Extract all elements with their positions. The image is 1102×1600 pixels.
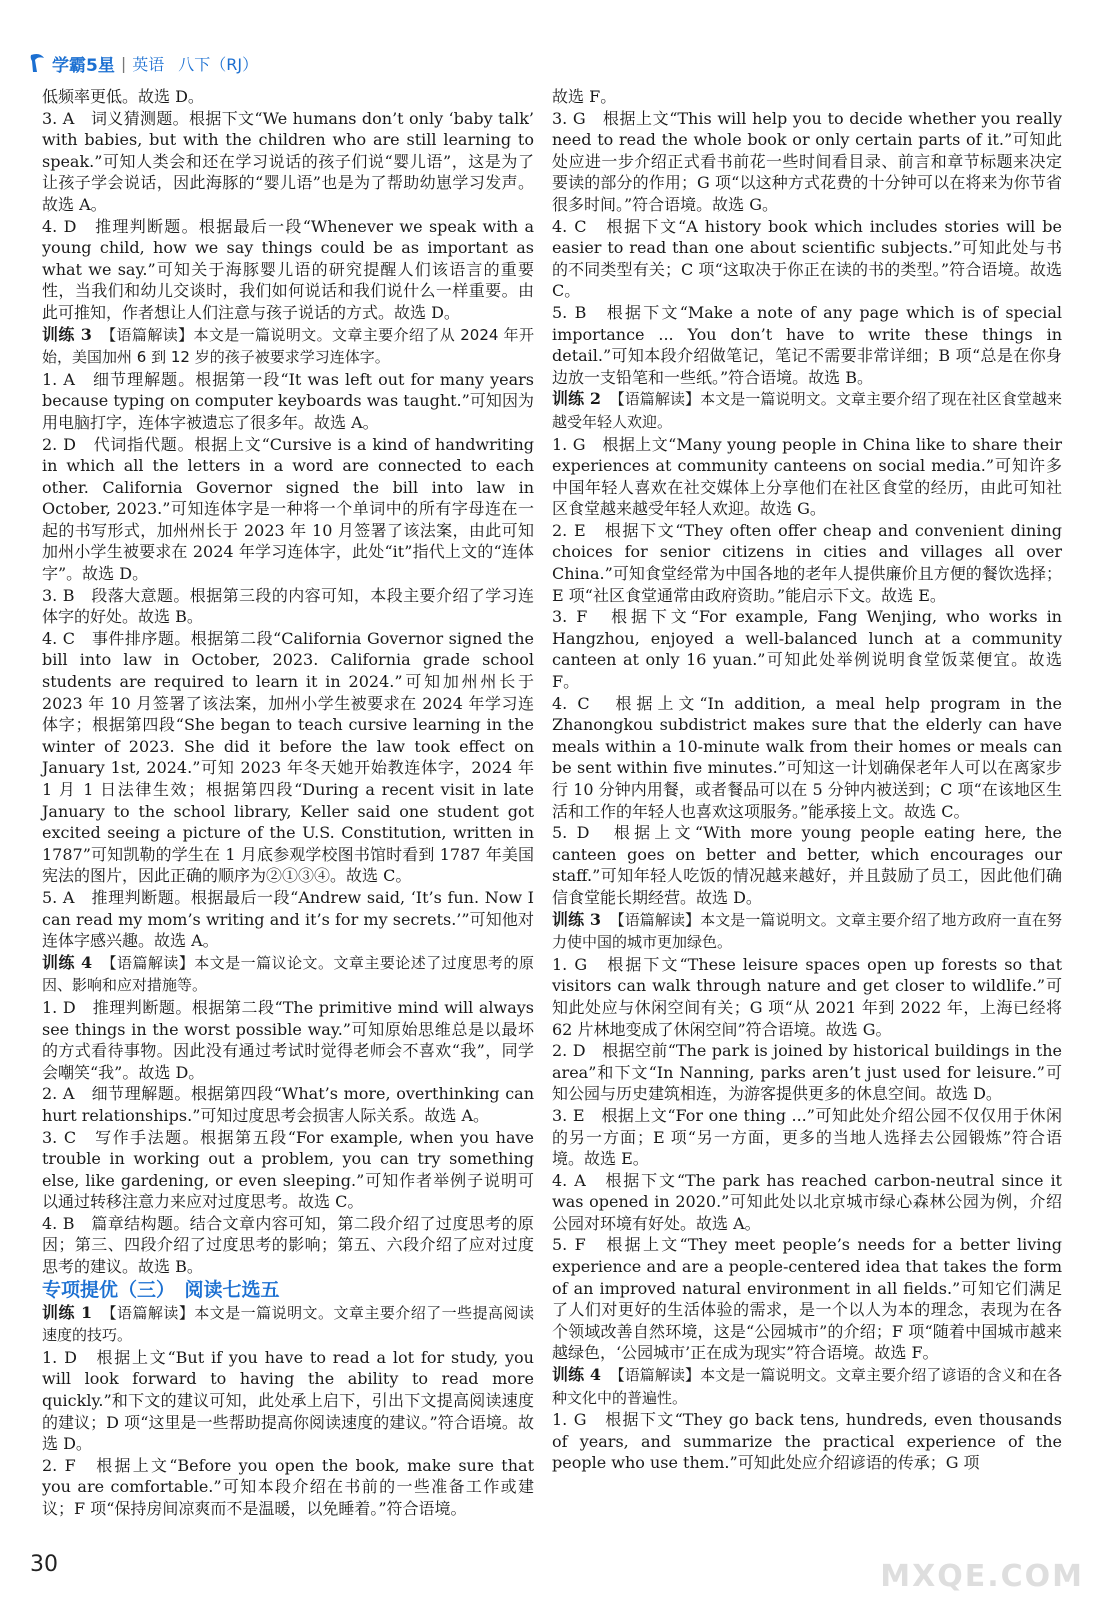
answer-paragraph: 3. E 根据上文“For one thing ...”可知此处介绍公园不仅仅用于休闲的另一方面；E 项“另一方面，更多的当地人选择去公园锻炼”符合语境。故选 E。 bbox=[552, 1105, 1062, 1169]
passage-analysis: 【语篇解读】本文是一篇说明文。文章主要介绍了谚语的含义和在各种文化中的普遍性。 bbox=[552, 1366, 1062, 1407]
answer-paragraph: 1. D 根据上文“But if you have to read a lot for study, you will look forward to having the ability to read more quickly.”和下文的建议可知，此处承上启下，引出下文提高阅读速度的建议；D 项“这里是一些帮助提高你阅读速度的建议。”符合语境。故选 D。 bbox=[42, 1347, 534, 1454]
answer-paragraph: 5. B 根据下文“Make a note of any page which is of special importance ... You don’t have to write these things in detail.”可知本段介绍做笔记，笔记不需要非常详细；B 项“总是在你身边放一支铅笔和一些纸。”符合语境。故选 B。 bbox=[552, 302, 1062, 387]
answer-paragraph: 3. A 词义猜测题。根据下文“We humans don’t only ‘baby talk’ with babies, but with the children who are still learning to speak.”可知人类会和还在学习说话的孩子们说“婴儿语”，这是为了让孩子学会说话，因此海豚的“婴儿语”也是为了帮助幼崽学习发声。故选 A。 bbox=[42, 108, 534, 214]
passage-analysis: 【语篇解读】本文是一篇说明文。文章主要介绍了一些提高阅读速度的技巧。 bbox=[42, 1303, 534, 1345]
answer-paragraph: 2. D 根据空前“The park is joined by historical buildings in the area”和下文“In Nanning, parks aren’t just used for leisure.”可知公园与历史建筑相连，为游客提供更多的休息空间。故选 D。 bbox=[552, 1041, 1062, 1104]
answer-paragraph: 4. C 根据上文“In addition, a meal help program in the Zhanongkou subdistrict makes sure that the elderly can have meals within a 10-minute walk from their homes or meals can be sent within five minutes.”可知这一计划确保老年人可以在离家步行 10 分钟内用餐，或者餐品可以在 5 分钟内被送到；C 项“在该地区生活和工作的年轻人也喜欢这项服务。”能承接上文。故选 C。 bbox=[552, 693, 1062, 821]
passage-analysis: 【语篇解读】本文是一篇议论文。文章主要论述了过度思考的原因、影响和应对措施等。 bbox=[42, 953, 534, 995]
training-intro bbox=[552, 1364, 1062, 1409]
watermark: MXQE.COM bbox=[880, 1559, 1084, 1594]
right-column bbox=[552, 86, 1062, 1474]
training-intro bbox=[42, 324, 534, 369]
training-label: 训练 4 bbox=[552, 1365, 601, 1385]
answer-paragraph: 2. A 细节理解题。根据第四段“What’s more, overthinking can hurt relationships.”可知过度思考会损害人际关系。故选 A。 bbox=[42, 1084, 534, 1125]
training-label: 训练 3 bbox=[552, 909, 601, 929]
left-column bbox=[42, 86, 534, 1520]
brand-logo: 学霸5星 bbox=[52, 55, 115, 76]
answer-paragraph: 1. G 根据下文“They go back tens, hundreds, even thousands of years, and summarize the practical experience of the people who use them.”可知此处应介绍谚语的传承；G 项 bbox=[552, 1410, 1062, 1473]
training-intro bbox=[42, 952, 534, 997]
answer-paragraph: 4. C 事件排序题。根据第二段“California Governor signed the bill into law in October, 2023. California grade school students are required to learn it in 2024.”可知加州州长于 2023 年 10 月签署了该法案，加州小学生被要求在 2024 年学习连体字；根据第四段“She began to teach cursive learning in the winter of 2023. She did it before the law took effect on January 1st, 2024.”可知 2023 年冬天她开始教连体字，2024 年 1 月 1 日法律生效；根据第四段“During a recent visit in late January to the school library, Keller said one student got excited seeing a picture of the U.S. Constitution, written in 1787”可知凯勒的学生在 1 月底参观学校图书馆时看到 1787 年美国宪法的图片，因此正确的顺序为②①③④。故选 C。 bbox=[42, 628, 534, 886]
section-title: 专项提优（三） 阅读七选五 bbox=[42, 1278, 280, 1301]
training-intro bbox=[42, 1302, 534, 1347]
answer-paragraph: 5. F 根据上文“They meet people’s needs for a better living experience and are a people-centered idea that takes the form of an improved natural environment in all fields.”可知它们满足了人们对更好的生活体验的需求，是一个以人为本的理念，表现为在各个领域改善自然环境，这是“公园城市”的介绍；F 项“随着中国城市越来越绿色，‘公园城市’正在成为现实”符合语境。故选 F。 bbox=[552, 1235, 1062, 1363]
logo-icon bbox=[28, 52, 46, 74]
answer-paragraph: 4. D 推理判断题。根据最后一段“Whenever we speak with a young child, how we say things could be as important as what we say.”可知关于海豚婴儿语的研究提醒人们该语言的重要性，当我们和幼儿交谈时，我们如何说话和我们说什么一样重要。由此可推知，作者想让人们注意与孩子说话的方式。故选 D。 bbox=[42, 216, 534, 322]
training-label: 训练 1 bbox=[42, 1302, 93, 1322]
answer-paragraph: 3. C 写作手法题。根据第五段“For example, when you have trouble in working out a problem, you can try something else, like gardening, or even sleeping.”可知作者举例子说明可以通过转移注意力来应对过度思考。故选 C。 bbox=[42, 1127, 534, 1212]
passage-analysis: 【语篇解读】本文是一篇说明文。文章主要介绍了从 2024 年开始，美国加州 6 到 12 岁的孩子被要求学习连体字。 bbox=[42, 325, 534, 367]
answer-paragraph: 3. F 根据下文“For example, Fang Wenjing, who works in Hangzhou, enjoyed a well-balanced lunch at a community canteen at only 16 yuan.”可知此处举例说明食堂饭菜便宜。故选 F。 bbox=[552, 607, 1062, 692]
answer-paragraph: 3. B 段落大意题。根据第三段的内容可知，本段主要介绍了学习连体字的好处。故选 B。 bbox=[42, 585, 534, 627]
training-intro bbox=[552, 388, 1062, 433]
answer-paragraph: 3. G 根据上文“This will help you to decide whether you really need to read the whole book or only certain parts of it.”可知此处应进一步介绍正式看书前花一些时间看目录、前言和章节标题来决定要读的部分的作用；G 项“以这种方式花费的十分钟可以在将来为你节省很多时间。”符合语境。故选 G。 bbox=[552, 108, 1062, 214]
answer-paragraph: 4. B 篇章结构题。结合文章内容可知，第二段介绍了过度思考的原因；第三、四段介绍了过度思考的影响；第五、六段介绍了应对过度思考的建议。故选 B。 bbox=[42, 1213, 534, 1277]
passage-analysis: 【语篇解读】本文是一篇说明文。文章主要介绍了地方政府一直在努力使中国的城市更加绿色。 bbox=[552, 910, 1062, 952]
answer-paragraph: 4. C 根据下文“A history book which includes stories will be easier to read than one about scientific subjects.”可知此处与书的不同类型有关；C 项“这取决于你正在读的书的类型。”符合语境。故选 C。 bbox=[552, 216, 1062, 301]
answer-paragraph: 2. D 代词指代题。根据上文“Cursive is a kind of handwriting in which all the letters in a word are connected to each other. California Governor signed the bill into law in October, 2023.”可知连体字是一种将一个单词中的所有字母连在一起的书写形式，加州州长于 2023 年 10 月签署了该法案，由此可知加州小学生被要求在 2024 年学习连体字，此处“it”指代上文的“连体字”。故选 D。 bbox=[42, 434, 534, 584]
answer-paragraph: 4. A 根据下文“The park has reached carbon-neutral since it was opened in 2020.”可知此处以北京城市绿心森林公园为例，介绍公园对环境有好处。故选 A。 bbox=[552, 1170, 1062, 1233]
answer-paragraph: 1. D 推理判断题。根据第二段“The primitive mind will always see things in the worst possible way.”可知原始思维总是以最坏的方式看待事物。因此没有通过考试时觉得老师会不喜欢“我”，同学会嘲笑“我”。故选 D。 bbox=[42, 997, 534, 1082]
passage-analysis: 【语篇解读】本文是一篇说明文。文章主要介绍了现在社区食堂越来越受年轻人欢迎。 bbox=[552, 390, 1062, 431]
grade-label: 八下（RJ） bbox=[178, 54, 259, 74]
page-number: 30 bbox=[30, 1552, 58, 1577]
answer-paragraph: 1. G 根据下文“These leisure spaces open up forests so that visitors can walk through nature and get closer to wildlife.”可知此处应与休闲空间有关；G 项“从 2021 年到 2022 年，上海已经将 62 片林地变成了休闲空间”符合语境。故选 G。 bbox=[552, 954, 1062, 1039]
training-label: 训练 2 bbox=[552, 389, 601, 409]
training-label: 训练 3 bbox=[42, 324, 92, 344]
page-header bbox=[28, 50, 258, 76]
answer-paragraph: 5. D 根据上文“With more young people eating here, the canteen goes on better and better, which encourages our staff.”可知年轻人吃饭的情况越来越好，并且鼓励了员工，因此他们确信食堂能长期经营。故选 D。 bbox=[552, 823, 1062, 907]
answer-paragraph: 故选 F。 bbox=[552, 87, 617, 106]
answer-paragraph: 1. A 细节理解题。根据第一段“It was left out for many years because typing on computer keyboards was taught.”可知因为用电脑打字，连体字被遗忘了很多年。故选 A。 bbox=[42, 369, 534, 432]
answer-paragraph: 2. F 根据上文“Before you open the book, make sure that you are comfortable.”可知本段介绍在书前的一些准备工作或建议；F 项“保持房间凉爽而不是温暖，以免睡着。”符合语境。 bbox=[42, 1455, 534, 1518]
answer-paragraph: 1. G 根据上文“Many young people in China like to share their experiences at community canteens on social media.”可知许多中国年轻人喜欢在社交媒体上分享他们在社区食堂的经历，由此可知社区食堂越来越受年轻人欢迎。故选 G。 bbox=[552, 434, 1062, 519]
answer-paragraph: 2. E 根据下文“They often offer cheap and convenient dining choices for senior citizens in cities and villages all over China.”可知食堂经常为中国各地的老年人提供廉价且方便的餐饮选择；E 项“社区食堂通常由政府资助。”能启示下文。故选 E。 bbox=[552, 520, 1062, 605]
training-label: 训练 4 bbox=[42, 952, 93, 972]
answer-paragraph: 5. A 推理判断题。根据最后一段“Andrew said, ‘It’s fun. Now I can read my mom’s writing and it’s for my secrets.’”可知他对连体字感兴趣。故选 A。 bbox=[42, 887, 534, 951]
training-intro bbox=[552, 909, 1062, 954]
header-separator: | bbox=[120, 53, 127, 73]
answer-paragraph: 低频率更低。故选 D。 bbox=[42, 87, 204, 106]
subject-label: 英语 bbox=[132, 54, 165, 74]
